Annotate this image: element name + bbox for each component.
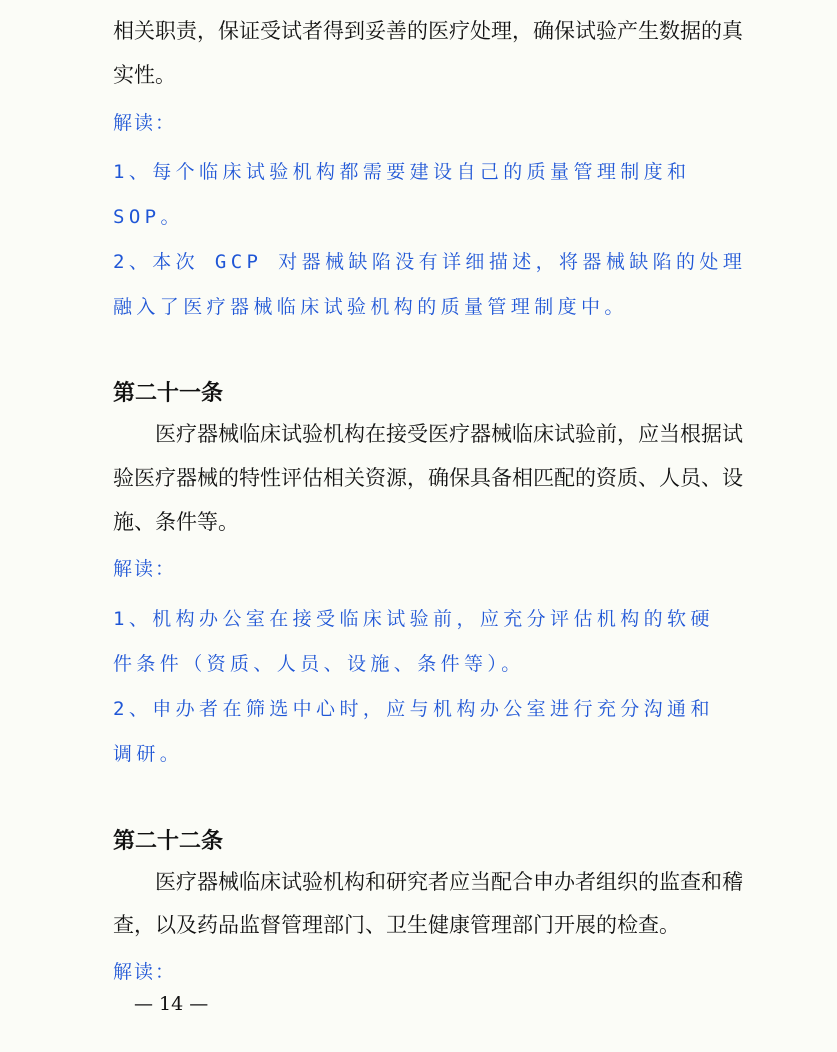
article-21-line-2: 验医疗器械的特性评估相关资源，确保具备相匹配的资质、人员、设 [113,466,743,490]
article-21-interpretation-label: 解读： [113,558,177,580]
article-21-interpretation-line-2: 件条件（资质、人员、设施、条件等）。 [113,653,525,675]
article-20-interpretation-label: 解读： [113,112,177,134]
article-21-heading: 第二十一条 [113,381,224,406]
article-21-interpretation-line-3: 2、申办者在筛选中心时，应与机构办公室进行充分沟通和 [113,698,714,720]
article-22-line-1: 医疗器械临床试验机构和研究者应当配合申办者组织的监查和稽 [155,870,743,894]
article-21-interpretation-line-1: 1、机构办公室在接受临床试验前，应充分评估机构的软硬 [113,608,714,630]
article-20-line-2: 实性。 [113,63,176,87]
article-20-interpretation-line-3: 2、本次 GCP 对器械缺陷没有详细描述，将器械缺陷的处理 [113,251,747,273]
article-20-line-1: 相关职责，保证受试者得到妥善的医疗处理，确保试验产生数据的真 [113,19,743,43]
article-22-interpretation-label: 解读： [113,961,177,983]
article-22-line-2: 查，以及药品监督管理部门、卫生健康管理部门开展的检查。 [113,913,680,937]
page-number: — 14 — [134,993,209,1015]
article-21-interpretation-line-4: 调研。 [113,743,184,765]
article-22-heading: 第二十二条 [113,829,224,854]
article-20-interpretation-line-4: 融入了医疗器械临床试验机构的质量管理制度中。 [113,296,628,318]
article-20-interpretation-line-1: 1、每个临床试验机构都需要建设自己的质量管理制度和 [113,161,691,183]
article-21-line-3: 施、条件等。 [113,510,239,534]
article-20-interpretation-line-2: SOP。 [113,206,184,228]
article-21-line-1: 医疗器械临床试验机构在接受医疗器械临床试验前，应当根据试 [155,422,743,446]
